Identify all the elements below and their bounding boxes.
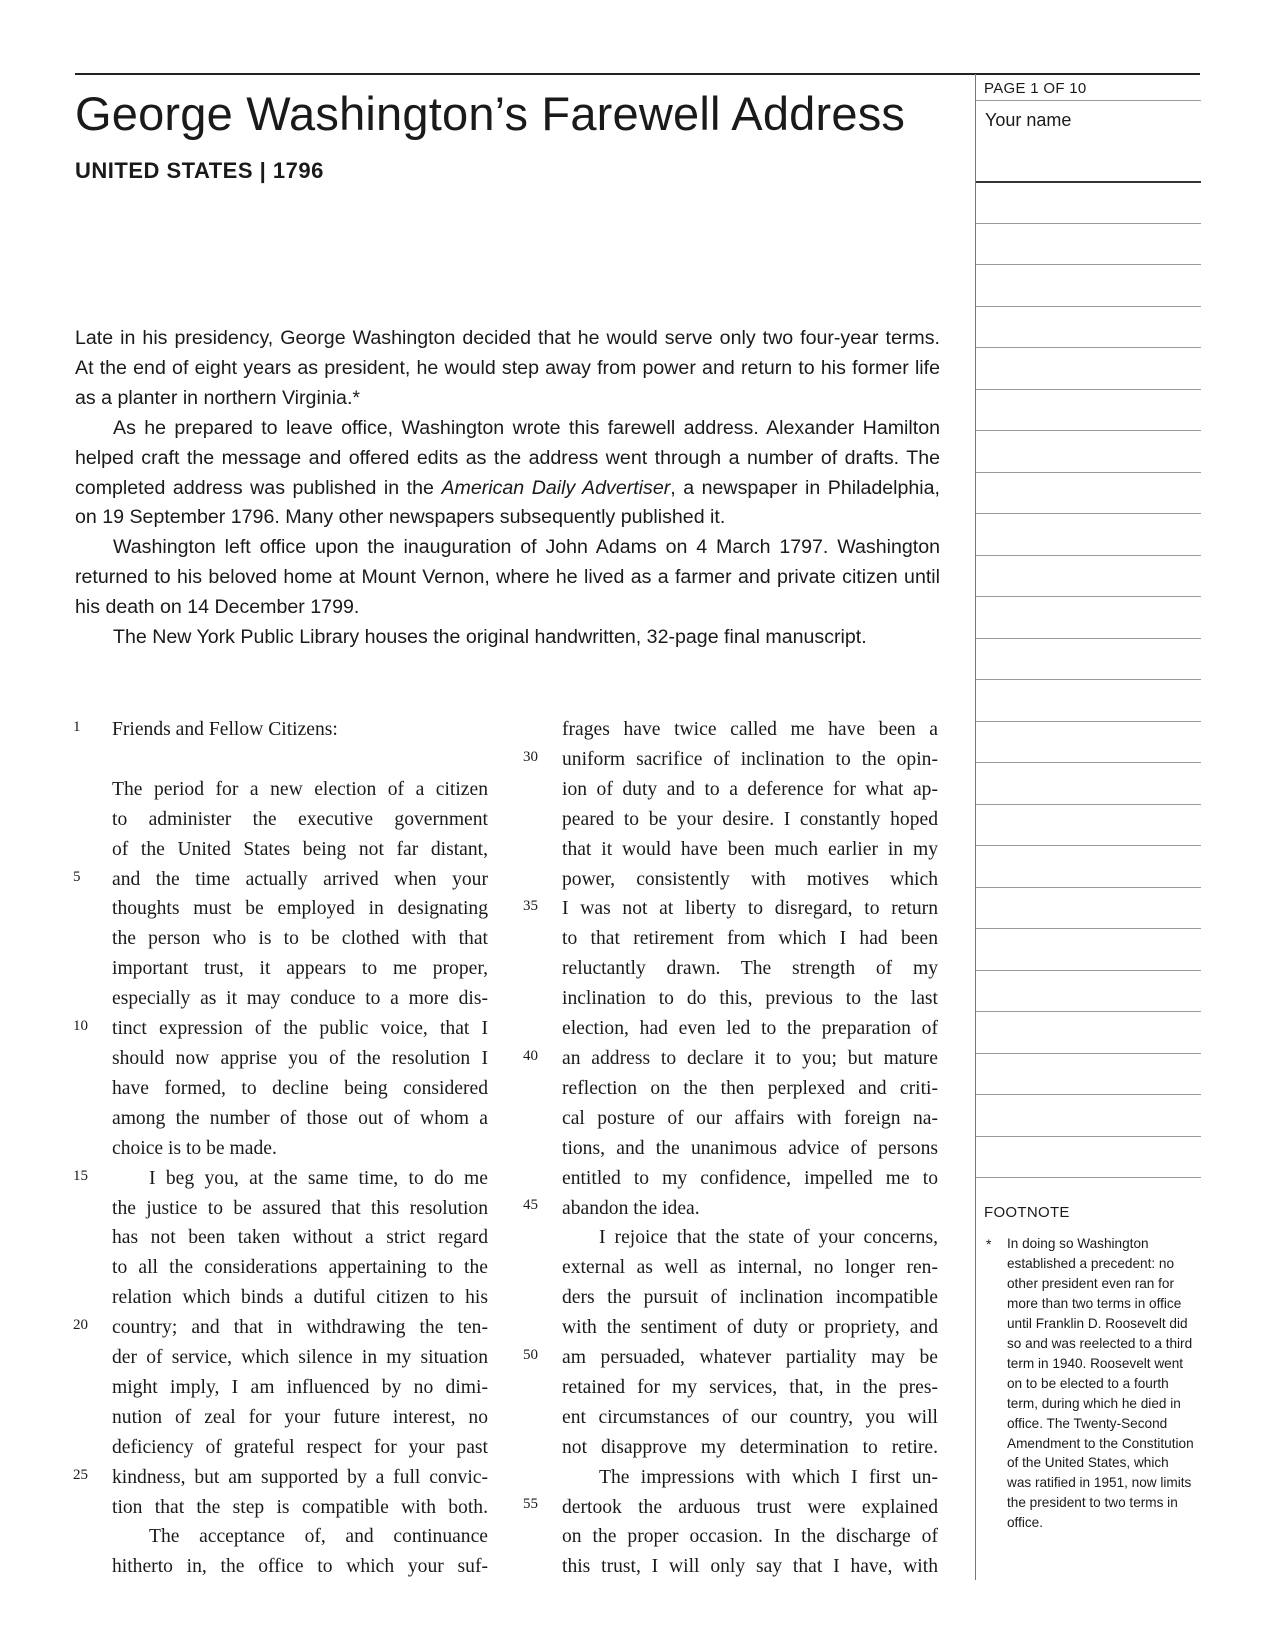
intro-text: As he prepared to leave office, Washington wrote this farewell address. Alexander Hamilton helped craft the message and offered edits as the address went through a number of drafts. The completed address was published in the [75,416,940,499]
address-line: retained for my services, that, in the pres- [562,1376,938,1398]
sidebar [975,74,1201,1580]
intro-paragraph: The New York Public Library houses the original handwritten, 32-page final manuscript. [113,626,867,649]
address-column-left [112,715,488,1582]
address-line: especially as it may conduce to a more dis- [112,988,488,1010]
address-line: The acceptance of, and continuance [149,1526,488,1548]
address-line: tinct expression of the public voice, that I [112,1018,488,1040]
address-line: thoughts must be employed in designating [112,898,488,920]
note-line[interactable] [976,845,1201,846]
note-line[interactable] [976,1053,1201,1054]
address-line: I beg you, at the same time, to do me [149,1167,488,1189]
address-line: has not been taken without a strict regard [112,1227,488,1249]
address-line: peared to be your desire. I constantly hoped [562,808,938,830]
intro-text: , a newspaper in Philadelphia, on 19 September 1796. Many other newspapers subsequently published it. [75,476,940,529]
note-line[interactable] [976,721,1201,722]
address-line: have formed, to decline being considered [112,1077,488,1099]
address-line: tion that the step is compatible with both. [112,1496,488,1518]
note-line[interactable] [976,762,1201,763]
note-line[interactable] [976,638,1201,639]
note-line[interactable] [976,389,1201,390]
note-line[interactable] [976,306,1201,307]
address-line: the person who is to be clothed with that [112,928,488,950]
address-line: relation which binds a dutiful citizen to his [112,1287,488,1309]
note-line[interactable] [976,596,1201,597]
address-line: country; and that in withdrawing the ten- [112,1317,488,1339]
line-number: 35 [523,898,538,915]
address-line: among the number of those out of whom a [112,1107,488,1129]
line-number: 15 [73,1167,88,1184]
page-indicator: PAGE 1 OF 10 [984,80,1087,97]
intro-paragraph: Late in his presidency, George Washington decided that he would serve only two four-year terms. At the end of eight years as president, he would step away from power and return to his former life as a planter in northern Virginia.* [75,327,940,409]
address-line: to that retirement from which I had been [562,928,938,950]
address-column-right [562,715,938,1582]
address-line: entitled to my confidence, impelled me to [562,1167,938,1189]
address-line: reluctantly drawn. The strength of my [562,958,938,980]
address-line: The impressions with which I first un- [599,1466,938,1488]
name-field-underline[interactable] [976,181,1201,183]
address-line: external as well as internal, no longer ren- [562,1257,938,1279]
address-line: uniform sacrifice of inclination to the opin- [562,748,938,770]
address-line: nution of zeal for your future interest, no [112,1406,488,1428]
address-line: to all the considerations appertaining to the [112,1257,488,1279]
footnote-heading: FOOTNOTE [984,1204,1070,1221]
address-line: ent circumstances of our country, you will [562,1406,938,1428]
line-number: 5 [73,868,81,885]
note-line[interactable] [976,679,1201,680]
note-line[interactable] [976,430,1201,431]
note-line[interactable] [976,928,1201,929]
note-line[interactable] [976,555,1201,556]
line-number: 20 [73,1317,88,1333]
address-line: frages have twice called me have been a [562,719,938,740]
divider [976,100,1201,101]
address-line: reflection on the then perplexed and criti- [562,1077,938,1099]
address-line: I was not at liberty to disregard, to return [562,898,938,920]
line-number: 40 [523,1047,538,1064]
address-line: tions, and the unanimous advice of persons [562,1137,938,1159]
note-line[interactable] [976,804,1201,805]
intro-paragraph: Washington left office upon the inauguration of John Adams on 4 March 1797. Washington returned to his beloved home at Mount Vernon, where he lived as a farmer and private citizen until his death on 14 December 1799. [75,536,940,619]
intro-paragraph [75,414,940,534]
address-line: to administer the executive government [112,808,488,830]
address-line: should now apprise you of the resolution I [112,1047,488,1069]
address-line: might imply, I am influenced by no dimi- [112,1376,488,1398]
address-line: Friends and Fellow Citizens: [112,719,338,740]
line-number: 10 [73,1018,88,1034]
introduction [75,324,940,653]
address-line: the justice to be assured that this resolution [112,1197,488,1219]
address-line: this trust, I will only say that I have, with [562,1556,938,1578]
newspaper-title: American Daily Advertiser [441,476,671,499]
address-line: power, consistently with motives which [562,868,938,890]
note-line[interactable] [976,970,1201,971]
name-field-label: Your name [985,110,1072,130]
line-number: 50 [523,1346,538,1363]
address-line: an address to declare it to you; but mature [562,1047,938,1069]
line-number: 55 [523,1496,538,1513]
address-line: The period for a new election of a citizen [112,778,488,800]
address-line: cal posture of our affairs with foreign na- [562,1107,938,1129]
note-line[interactable] [976,1136,1201,1137]
note-line[interactable] [976,1177,1201,1178]
address-line: am persuaded, whatever partiality may be [562,1347,938,1369]
address-line: inclination to do this, previous to the last [562,988,938,1010]
note-line[interactable] [976,264,1201,265]
note-line[interactable] [976,1011,1201,1012]
address-line: ion of duty and to a deference for what ap- [562,778,938,800]
page-title: George Washington’s Farewell Address [75,87,906,140]
subtitle: UNITED STATES | 1796 [75,158,324,183]
note-line[interactable] [976,347,1201,348]
note-line[interactable] [976,513,1201,514]
note-line[interactable] [976,472,1201,473]
address-line: der of service, which silence in my situation [112,1347,488,1369]
line-number: 45 [523,1197,538,1214]
line-number: 25 [73,1466,88,1483]
address-line: and the time actually arrived when your [112,868,488,890]
address-line: on the proper occasion. In the discharge of [562,1526,938,1548]
note-line[interactable] [976,1094,1201,1095]
address-line: dertook the arduous trust were explained [562,1496,938,1518]
line-number: 30 [523,748,538,765]
address-line: that it would have been much earlier in my [562,838,938,860]
footnote-text: In doing so Washington established a precedent: no other president even ran for more than two terms in office until Franklin D. Roosevelt did so and was reelected to a third term in 1940. Roosevelt went on to be elected to a fourth term, during which he died in office. The Twenty-Second Amendment to the Constitution of the United States, which was ratified in 1951, now limits the president to two terms in office. [1007,1236,1194,1531]
line-number: 1 [73,719,81,735]
address-line: with the sentiment of duty or propriety, and [562,1317,938,1339]
address-line: hitherto in, the office to which your suf- [112,1556,488,1578]
address-line: abandon the idea. [562,1197,700,1219]
address-line [112,745,488,775]
address-line: kindness, but am supported by a full convic- [112,1466,488,1488]
address-line: election, had even led to the preparation of [562,1018,938,1040]
note-line[interactable] [976,223,1201,224]
note-line[interactable] [976,887,1201,888]
footnote-marker: * [986,1236,992,1252]
address-line: I rejoice that the state of your concerns, [599,1227,938,1249]
address-line: choice is to be made. [112,1137,277,1159]
address-line: not disapprove my determination to retire. [562,1436,938,1458]
address-line: deficiency of grateful respect for your past [112,1436,488,1458]
address-line: of the United States being not far distant, [112,838,488,860]
address-line: ders the pursuit of inclination incompatible [562,1287,938,1309]
address-line: important trust, it appears to me proper, [112,958,488,980]
